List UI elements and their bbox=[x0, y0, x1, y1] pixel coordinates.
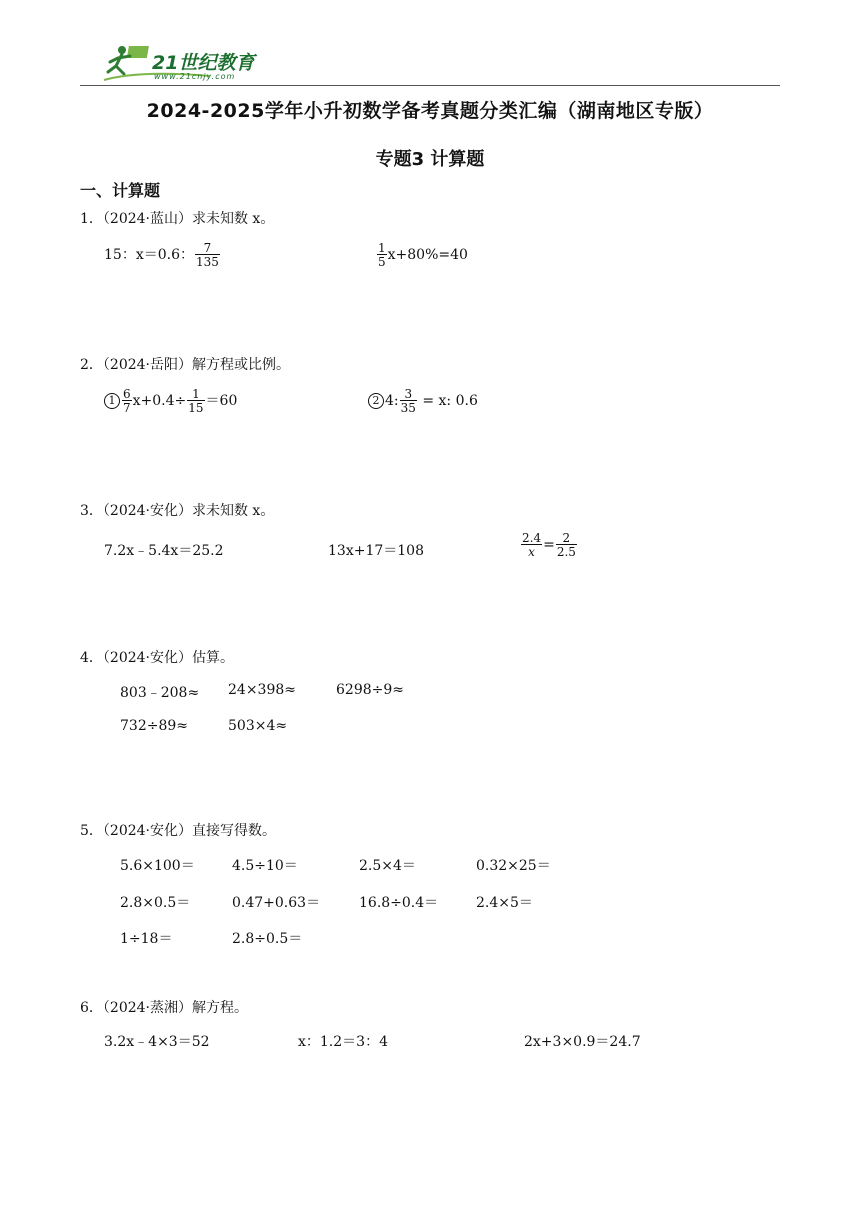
section-heading: 一、计算题 bbox=[80, 181, 161, 200]
q6-item-2: x：1.2＝3：4 bbox=[298, 1034, 388, 1050]
question-3-prompt: 3．（2024·安化）求未知数 x。 bbox=[80, 503, 275, 519]
document-title: 2024-2025学年小升初数学备考真题分类汇编（湖南地区专版） bbox=[146, 100, 714, 122]
question-2-prompt: 2．（2024·岳阳）解方程或比例。 bbox=[80, 357, 290, 373]
q4-cell: 503×4≈ bbox=[228, 718, 288, 734]
q5-cell: 0.32×25＝ bbox=[476, 858, 551, 874]
q1-item-2-post: x+80%=40 bbox=[387, 247, 468, 263]
question-5-prompt: 5．（2024·安化）直接写得数。 bbox=[80, 823, 276, 839]
question-6-prompt: 6．（2024·蒸湘）解方程。 bbox=[80, 1000, 248, 1016]
fraction: $\frac{2}{2.5}$ bbox=[556, 531, 576, 559]
q2-item-1: 1 $\frac{6}{7}$ x+0.4÷ $\frac{1}{15}$ ＝60 bbox=[104, 388, 237, 414]
q3-item-1: 7.2x﹣5.4x＝25.2 bbox=[104, 543, 224, 559]
q4-cell: 24×398≈ bbox=[228, 682, 296, 698]
q5-cell: 2.8÷0.5＝ bbox=[232, 931, 303, 947]
fraction: $\frac{6}{7}$ bbox=[123, 387, 131, 415]
q5-cell: 0.47+0.63＝ bbox=[232, 895, 321, 911]
q5-cell: 16.8÷0.4＝ bbox=[359, 895, 439, 911]
logo-url: www.21cnjy.com bbox=[154, 72, 236, 81]
q6-item-1: 3.2x﹣4×3＝52 bbox=[104, 1034, 210, 1050]
q3-item-3: $\frac{2.4}{x}$ = $\frac{2}{2.5}$ bbox=[522, 531, 576, 559]
circled-number: 1 bbox=[104, 393, 120, 409]
header-rule bbox=[80, 85, 780, 86]
q1-item-1-pre: 15：x＝0.6： bbox=[104, 247, 194, 263]
question-4-prompt: 4．（2024·安化）估算。 bbox=[80, 650, 234, 666]
q3-item-2: 13x+17＝108 bbox=[328, 543, 424, 559]
q5-cell: 4.5÷10＝ bbox=[232, 858, 298, 874]
circled-number: 2 bbox=[368, 393, 384, 409]
fraction: $\frac{1}{5}$ bbox=[378, 241, 386, 269]
q5-cell: 5.6×100＝ bbox=[120, 858, 195, 874]
document-subtitle: 专题3 计算题 bbox=[375, 149, 485, 170]
q1-item-2 bbox=[376, 242, 468, 268]
fraction: $\frac{3}{35}$ bbox=[400, 387, 416, 415]
q5-cell: 2.5×4＝ bbox=[359, 858, 416, 874]
q5-cell: 2.8×0.5＝ bbox=[120, 895, 191, 911]
fraction: $\frac{1}{15}$ bbox=[188, 387, 204, 415]
q4-cell: 6298÷9≈ bbox=[336, 682, 404, 698]
question-1-prompt: 1．（2024·蓝山）求未知数 x。 bbox=[80, 211, 275, 227]
q5-cell: 2.4×5＝ bbox=[476, 895, 533, 911]
q5-cell: 1÷18＝ bbox=[120, 931, 173, 947]
fraction: $\frac{7}{135}$ bbox=[195, 241, 219, 269]
q4-cell: 732÷89≈ bbox=[120, 718, 188, 734]
logo bbox=[100, 40, 270, 86]
q6-item-3: 2x+3×0.9＝24.7 bbox=[524, 1034, 641, 1050]
q4-cell: 803﹣208≈ bbox=[120, 685, 200, 701]
fraction: $\frac{2.4}{x}$ bbox=[522, 531, 542, 559]
logo-text: 21世纪教育 bbox=[152, 52, 255, 74]
q2-item-2: 2 4: $\frac{3}{35}$ = x: 0.6 bbox=[368, 388, 478, 414]
q1-item-1 bbox=[104, 242, 221, 268]
